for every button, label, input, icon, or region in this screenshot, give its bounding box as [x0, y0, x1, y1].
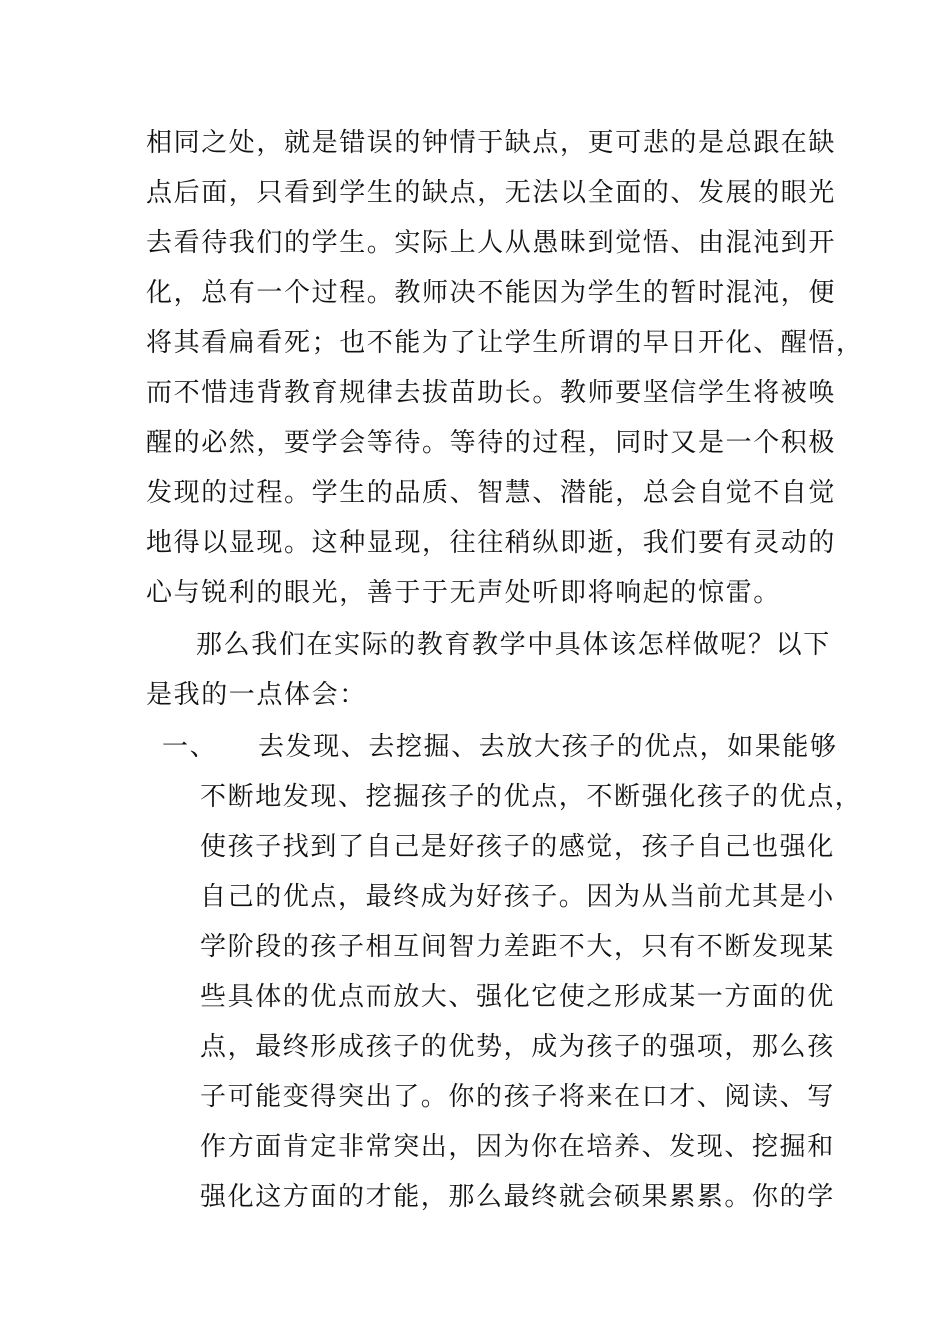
paragraph-2-line: 那么我们在实际的教育教学中具体该怎样做呢？以下: [196, 630, 831, 660]
paragraph-1-line: 地得以显现。这种显现，往往稍纵即逝，我们要有灵动的: [146, 528, 837, 558]
paragraph-1-line: 心与锐利的眼光，善于于无声处听即将响起的惊雷。: [146, 578, 781, 608]
list-item-line: 去发现、去挖掘、去放大孩子的优点，如果能够: [258, 732, 838, 762]
paragraph-1-line: 醒的必然，要学会等待。等待的过程，同时又是一个积极: [146, 428, 837, 458]
paragraph-1-line: 去看待我们的学生。实际上人从愚昧到觉悟、由混沌到开: [146, 228, 837, 258]
list-item-line: 学阶段的孩子相互间智力差距不大，只有不断发现某: [200, 932, 835, 962]
list-marker: 一、: [162, 732, 218, 762]
paragraph-1-line: 点后面，只看到学生的缺点，无法以全面的、发展的眼光: [146, 178, 837, 208]
list-item-line: 强化这方面的才能，那么最终就会硕果累累。你的学: [200, 1182, 835, 1212]
paragraph-2-line: 是我的一点体会：: [146, 680, 367, 710]
list-item-line: 作方面肯定非常突出，因为你在培养、发现、挖掘和: [200, 1132, 835, 1162]
list-item-line: 点，最终形成孩子的优势，成为孩子的强项，那么孩: [200, 1032, 835, 1062]
list-item-line: 自己的优点，最终成为好孩子。因为从当前尤其是小: [200, 882, 835, 912]
paragraph-1-line: 而不惜违背教育规律去拔苗助长。教师要坚信学生将被唤: [146, 378, 837, 408]
paragraph-1-line: 化，总有一个过程。教师决不能因为学生的暂时混沌，便: [146, 278, 837, 308]
paragraph-1-line: 相同之处，就是错误的钟情于缺点，更可悲的是总跟在缺: [146, 128, 837, 158]
list-item-line: 使孩子找到了自己是好孩子的感觉，孩子自己也强化: [200, 832, 835, 862]
paragraph-1-line: 发现的过程。学生的品质、智慧、潜能，总会自觉不自觉: [146, 478, 837, 508]
list-item-line: 不断地发现、挖掘孩子的优点，不断强化孩子的优点，: [200, 782, 863, 812]
paragraph-1-line: 将其看扁看死；也不能为了让学生所谓的早日开化、醒悟，: [146, 328, 864, 358]
list-item-line: 子可能变得突出了。你的孩子将来在口才、阅读、写: [200, 1082, 835, 1112]
list-item-line: 些具体的优点而放大、强化它使之形成某一方面的优: [200, 982, 835, 1012]
